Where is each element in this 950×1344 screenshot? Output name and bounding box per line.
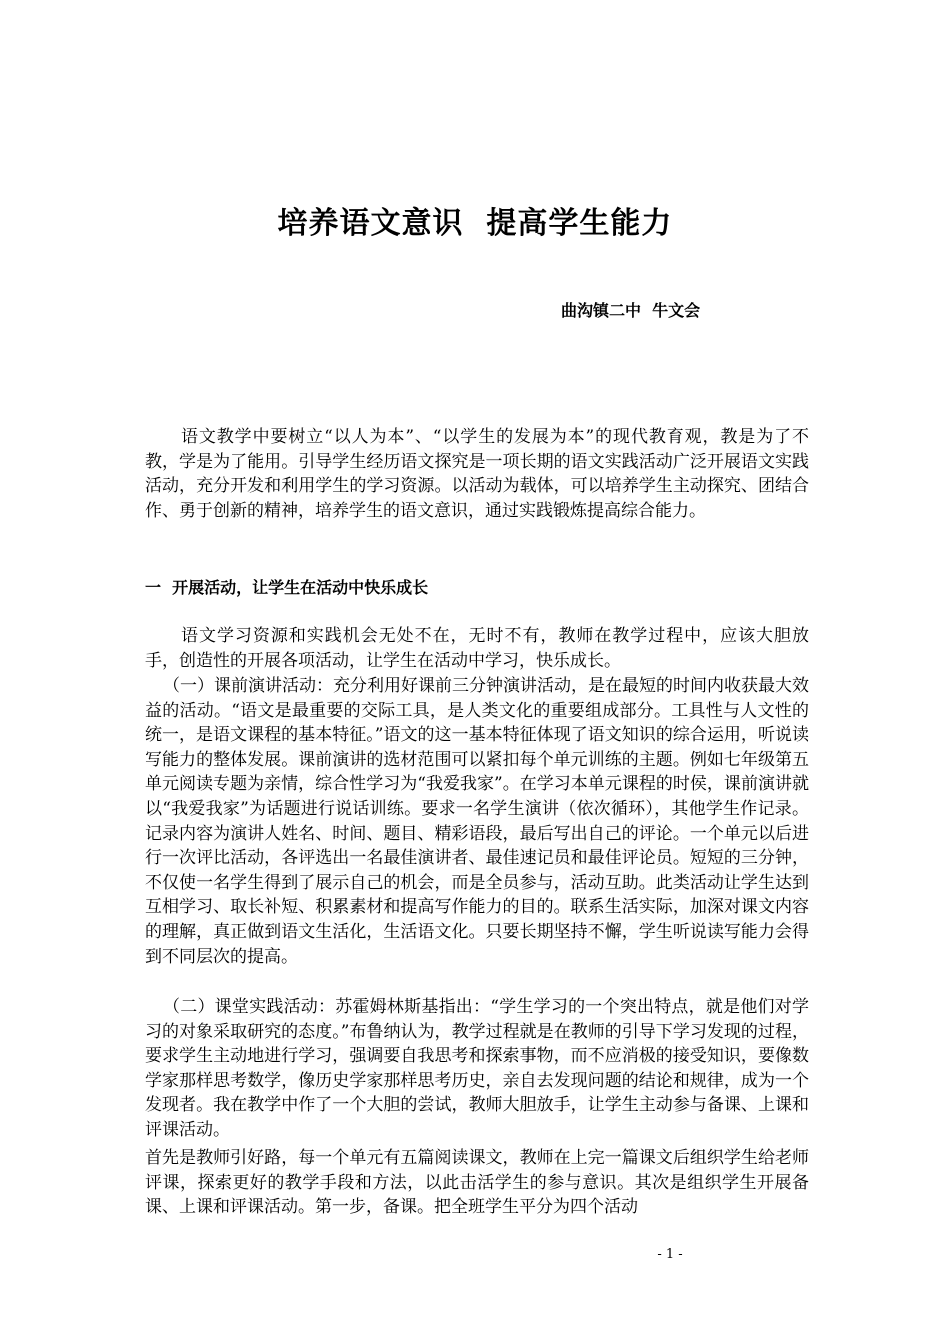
intro-paragraph: 语文教学中要树立“以人为本”、“以学生的发展为本”的现代教育观，教是为了不教，学是为了能用。引导学生经历语文探究是一项长期的语文实践活动广泛开展语文实践活动，充分开发和利用学生的学习资源。以活动为载体，可以培养学生主动探究、团结合作、勇于创新的精神，培养学生的语文意识，通过实践锻炼提高综合能力。 xyxy=(145,427,809,521)
body-paragraph: （一）课前演讲活动：充分利用好课前三分钟演讲活动，是在最短的时间内收获最大效益的活动。“语文是最重要的交际工具，是人类文化的重要组成部分。工具性与人文性的统一，是语文课程的基本特征。”语文的这一基本特征体现了语文知识的综合运用，听说读写能力的整体发展。课前演讲的选材范围可以紧扣每个单元训练的主题。例如七年级第五单元阅读专题为亲情，综合性学习为“我爱我家”。在学习本单元课程的时侯，课前演讲就以“我爱我家”为话题进行说话训练。要求一名学生演讲（依次循环），其他学生作记录。记录内容为演讲人姓名、时间、题目、精彩语段，最后写出自己的评论。一个单元以后进行一次评比活动，各评选出一名最佳演讲者、最佳速记员和最佳评论员。短短的三分钟，不仅使一名学生得到了展示自己的机会，而是全员参与，活动互助。此类活动让学生达到互相学习、取长补短、积累素材和提高写作能力的目的。联系生活实际，加深对课文内容的理解，真正做到语文生活化，生活语文化。只要长期坚持不懈，学生听说读写能力会得到不同层次的提高。 xyxy=(145,676,809,967)
body-paragraph: 首先是教师引好路，每一个单元有五篇阅读课文，教师在上完一篇课文后组织学生给老师评课，探索更好的教学手段和方法，以此击活学生的参与意识。其次是组织学生开展备课、上课和评课活动。第一步，备课。把全班学生平分为四个活动 xyxy=(145,1148,809,1218)
body-paragraph: （二）课堂实践活动：苏霍姆林斯基指出：“学生学习的一个突出特点，就是他们对学习的对象采取研究的态度。”布鲁纳认为，教学过程就是在教师的引导下学习发现的过程，要求学生主动地进行学习，强调要自我思考和探索事物，而不应消极的接受知识，要像数学家那样思考数学，像历史学家那样思考历史，亲自去发现问题的结论和规律，成为一个发现者。我在教学中作了一个大胆的尝试，教师大胆放手，让学生主动参与备课、上课和评课活动。 xyxy=(145,997,809,1140)
section-heading: 一 开展活动，让学生在活动中快乐成长 xyxy=(145,578,429,597)
page-number: - 1 - xyxy=(657,1247,683,1262)
author-line: 曲沟镇二中 牛文会 xyxy=(561,301,701,320)
body-paragraph: 语文学习资源和实践机会无处不在，无时不有，教师在教学过程中，应该大胆放手，创造性的开展各项活动，让学生在活动中学习，快乐成长。 xyxy=(145,626,809,671)
document-title: 培养语文意识 提高学生能力 xyxy=(277,206,673,241)
